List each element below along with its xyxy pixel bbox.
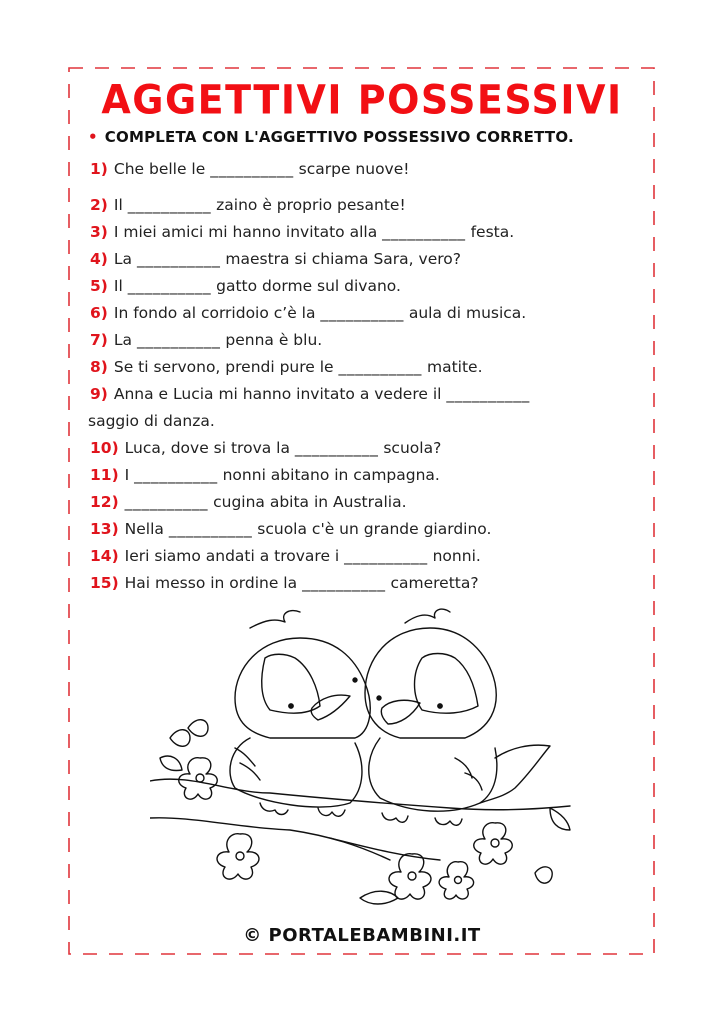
exercise-text: In fondo al corridoio c’è la bbox=[113, 304, 316, 322]
exercise-text: Nella bbox=[124, 520, 164, 538]
exercise-8 bbox=[90, 358, 483, 376]
answer-blank[interactable]: __________ bbox=[210, 160, 294, 178]
answer-blank[interactable]: __________ bbox=[168, 520, 253, 538]
answer-blank[interactable]: __________ bbox=[294, 439, 379, 457]
exercise-number: 3) bbox=[90, 223, 108, 241]
exercise-13 bbox=[90, 520, 491, 538]
exercise-text: I miei amici mi hanno invitato alla bbox=[113, 223, 378, 241]
exercise-text: Ieri siamo andati a trovare i bbox=[124, 547, 340, 565]
exercise-5 bbox=[90, 277, 401, 295]
exercise-text: nonni abitano in campagna. bbox=[222, 466, 440, 484]
exercise-text: La bbox=[113, 331, 133, 349]
exercise-number: 12) bbox=[90, 493, 119, 511]
exercise-text: aula di musica. bbox=[408, 304, 527, 322]
exercise-9-continued: saggio di danza. bbox=[88, 412, 215, 430]
page-title: AGGETTIVI POSSESSIVI bbox=[101, 76, 623, 124]
instruction-text: COMPLETA CON L'AGGETTIVO POSSESSIVO CORRETTO. bbox=[104, 128, 574, 146]
exercise-text: Luca, dove si trova la bbox=[124, 439, 290, 457]
left-bird-icon bbox=[230, 611, 370, 817]
exercise-text: I bbox=[124, 466, 130, 484]
birds-illustration bbox=[150, 598, 580, 918]
answer-blank[interactable]: __________ bbox=[127, 277, 212, 295]
exercise-number: 13) bbox=[90, 520, 119, 538]
exercise-text: penna è blu. bbox=[225, 331, 323, 349]
exercise-12 bbox=[90, 493, 407, 511]
exercise-text: zaino è proprio pesante! bbox=[216, 196, 406, 214]
answer-blank[interactable]: __________ bbox=[320, 304, 404, 322]
exercise-11 bbox=[90, 466, 440, 484]
exercise-text: nonni. bbox=[432, 547, 481, 565]
exercise-number: 11) bbox=[90, 466, 119, 484]
exercise-number: 10) bbox=[90, 439, 119, 457]
exercise-text: festa. bbox=[470, 223, 515, 241]
exercise-text: scuola c'è un grande giardino. bbox=[257, 520, 492, 538]
exercise-text: Il bbox=[113, 277, 123, 295]
instruction bbox=[88, 128, 574, 146]
exercise-text: cugina abita in Australia. bbox=[213, 493, 407, 511]
exercise-text: cameretta? bbox=[390, 574, 479, 592]
branch-icon bbox=[150, 779, 570, 860]
copyright-footer: © PORTALEBAMBINI.IT bbox=[243, 925, 481, 946]
exercise-2 bbox=[90, 196, 406, 214]
answer-blank[interactable]: __________ bbox=[446, 385, 530, 403]
exercise-text: scuola? bbox=[383, 439, 442, 457]
exercise-text: scarpe nuove! bbox=[298, 160, 410, 178]
answer-blank[interactable]: __________ bbox=[302, 574, 386, 592]
exercise-text: Se ti servono, prendi pure le bbox=[113, 358, 334, 376]
exercise-number: 15) bbox=[90, 574, 119, 592]
exercise-10 bbox=[90, 439, 441, 457]
exercise-text: Il bbox=[113, 196, 123, 214]
answer-blank[interactable]: __________ bbox=[382, 223, 466, 241]
exercise-text: matite. bbox=[426, 358, 483, 376]
exercise-4 bbox=[90, 250, 461, 268]
exercise-text: gatto dorme sul divano. bbox=[216, 277, 401, 295]
exercise-number: 7) bbox=[90, 331, 108, 349]
bullet: • bbox=[88, 128, 98, 146]
answer-blank[interactable]: __________ bbox=[124, 493, 209, 511]
flowers-icon bbox=[160, 720, 570, 904]
exercise-text: Anna e Lucia mi hanno invitato a vedere il bbox=[113, 385, 442, 403]
exercise-1 bbox=[90, 160, 409, 178]
exercise-number: 5) bbox=[90, 277, 108, 295]
answer-blank[interactable]: __________ bbox=[134, 466, 218, 484]
exercise-text: maestra si chiama Sara, vero? bbox=[225, 250, 461, 268]
exercise-number: 8) bbox=[90, 358, 108, 376]
exercise-number: 6) bbox=[90, 304, 108, 322]
answer-blank[interactable]: __________ bbox=[136, 250, 221, 268]
answer-blank[interactable]: __________ bbox=[338, 358, 423, 376]
exercise-number: 4) bbox=[90, 250, 108, 268]
answer-blank[interactable]: __________ bbox=[344, 547, 428, 565]
exercise-9 bbox=[90, 385, 530, 403]
exercise-text: La bbox=[113, 250, 133, 268]
exercise-number: 2) bbox=[90, 196, 108, 214]
right-bird-icon bbox=[365, 609, 550, 825]
exercise-7 bbox=[90, 331, 322, 349]
answer-blank[interactable]: __________ bbox=[127, 196, 212, 214]
answer-blank[interactable]: __________ bbox=[136, 331, 221, 349]
exercise-text: Che belle le bbox=[113, 160, 206, 178]
exercise-number: 9) bbox=[90, 385, 108, 403]
exercise-15 bbox=[90, 574, 479, 592]
exercise-14 bbox=[90, 547, 481, 565]
exercise-3 bbox=[90, 223, 514, 241]
exercise-text: Hai messo in ordine la bbox=[124, 574, 298, 592]
exercise-6 bbox=[90, 304, 526, 322]
exercise-number: 1) bbox=[90, 160, 108, 178]
exercise-number: 14) bbox=[90, 547, 119, 565]
